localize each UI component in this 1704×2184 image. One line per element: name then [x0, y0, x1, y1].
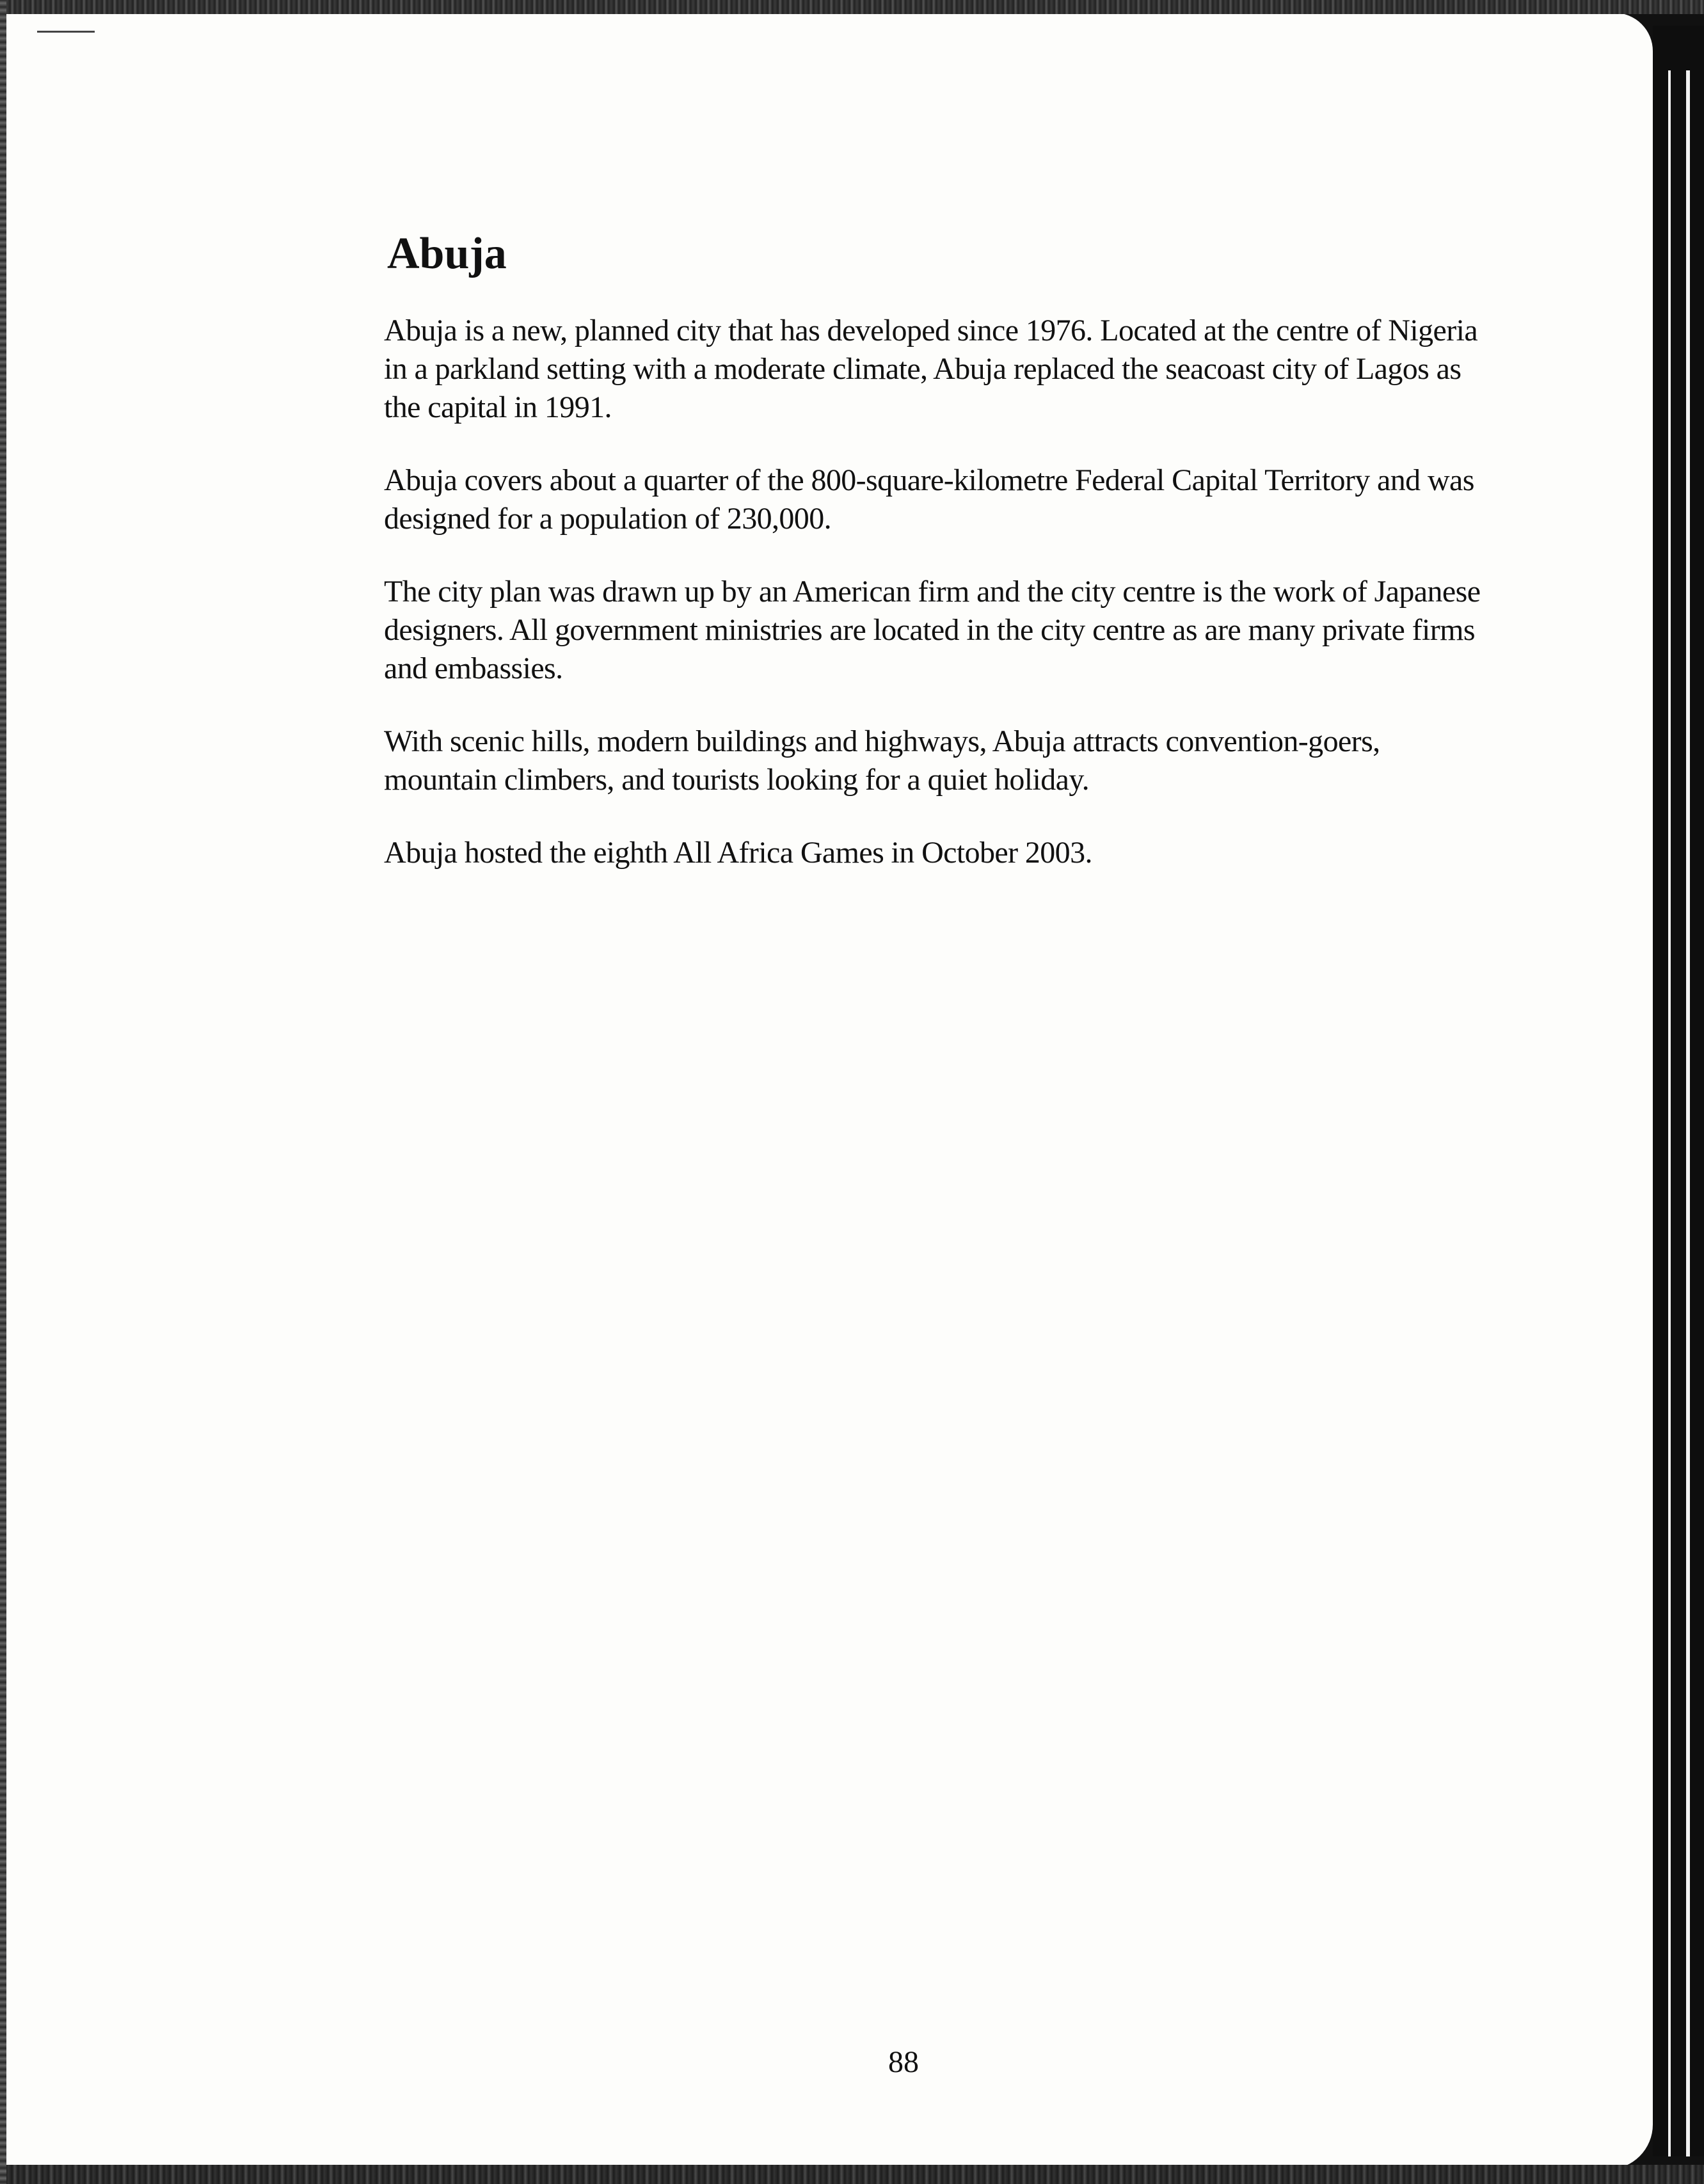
- scan-bottom-edge: [0, 2165, 1704, 2184]
- paragraph-1: Abuja is a new, planned city that has developed since 1976. Located at the centre of Nigeria in a parkland setting with a moderate climate, Abuja replaced the seacoast city of Lagos as the capital in 1991.: [384, 314, 1478, 424]
- page-content: [384, 227, 1485, 907]
- book-spine: [1653, 26, 1704, 2156]
- page-title: Abuja: [387, 229, 507, 278]
- corner-mark: [37, 31, 95, 33]
- spine-line: [1668, 70, 1671, 2156]
- paragraph-5: Abuja hosted the eighth All Africa Games in October 2003.: [384, 836, 1092, 870]
- page-number: 88: [888, 2045, 919, 2079]
- paragraph-3: The city plan was drawn up by an American firm and the city centre is the work of Japanese designers. All government ministries are located in the city centre as are many private firms and embassies.: [384, 575, 1481, 685]
- spine-line: [1686, 70, 1690, 2156]
- paragraph-2: Abuja covers about a quarter of the 800-square-kilometre Federal Capital Territory and was designed for a population of 230,000.: [384, 463, 1474, 536]
- scan-left-edge: [0, 0, 6, 2184]
- scan-top-edge: [0, 0, 1704, 14]
- paragraph-4: With scenic hills, modern buildings and highways, Abuja attracts convention-goers, mountain climbers, and tourists looking for a quiet holiday.: [384, 724, 1380, 797]
- page-sheet: [5, 13, 1653, 2169]
